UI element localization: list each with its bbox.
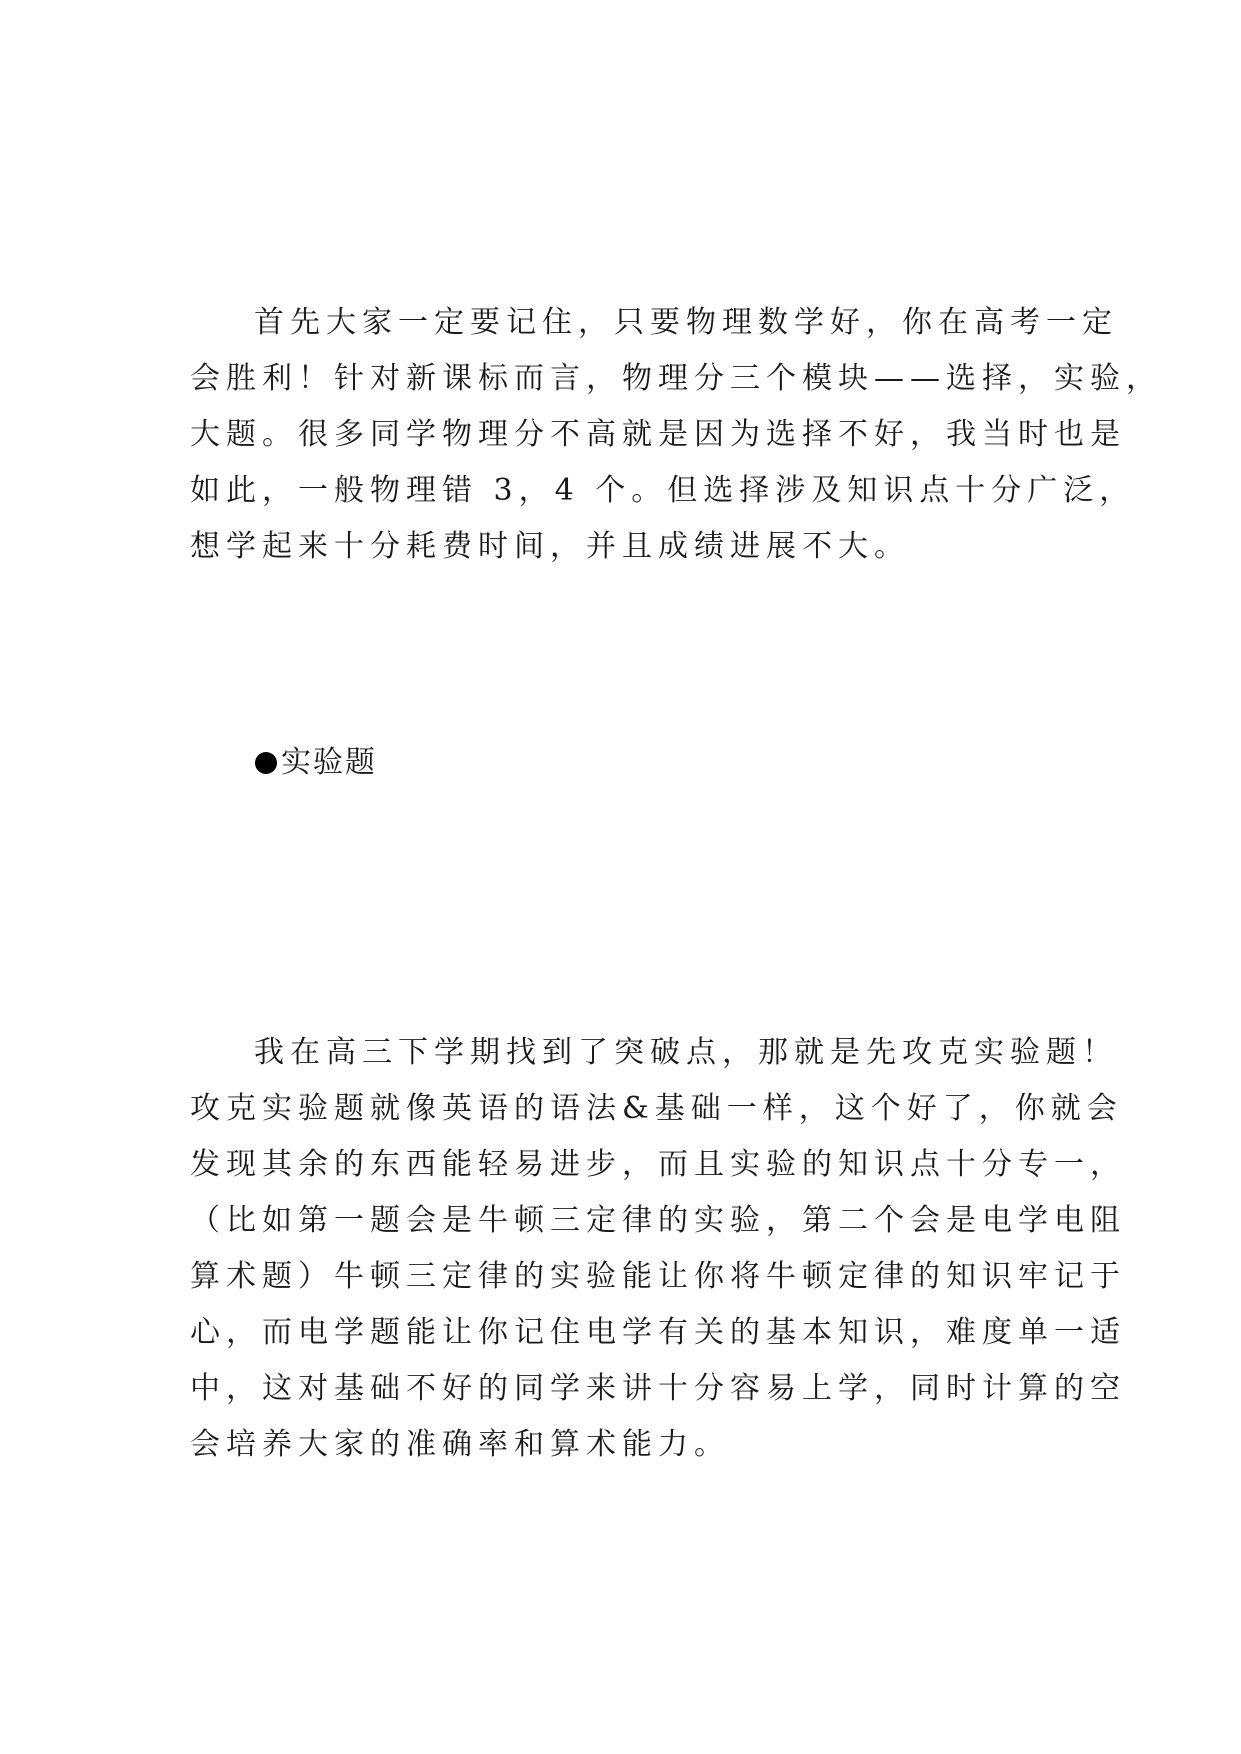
paragraph-line: 发现其余的东西能轻易进步，而且实验的知识点十分专一，	[190, 1147, 1126, 1182]
paragraph-line: 算术题）牛顿三定律的实验能让你将牛顿定律的知识牢记于	[190, 1259, 1126, 1294]
paragraph-line: 会培养大家的准确率和算术能力。	[190, 1427, 730, 1462]
paragraph-line: （比如第一题会是牛顿三定律的实验，第二个会是电学电阻	[190, 1203, 1126, 1238]
paragraph-line: 想学起来十分耗费时间，并且成绩进展不大。	[190, 529, 910, 564]
paragraph-line: 中，这对基础不好的同学来讲十分容易上学，同时计算的空	[190, 1371, 1126, 1406]
paragraph-line: 会胜利！针对新课标而言，物理分三个模块——选择，实验，	[190, 361, 1162, 396]
paragraph-line: 大题。很多同学物理分不高就是因为选择不好，我当时也是	[190, 417, 1126, 452]
paragraph-line: 首先大家一定要记住，只要物理数学好，你在高考一定	[254, 305, 1118, 340]
section-heading	[255, 745, 377, 780]
paragraph-line: 攻克实验题就像英语的语法&基础一样，这个好了，你就会	[190, 1091, 1123, 1126]
paragraph-line: 心，而电学题能让你记住电学有关的基本知识，难度单一适	[190, 1315, 1126, 1350]
paragraph-line: 我在高三下学期找到了突破点，那就是先攻克实验题！	[254, 1035, 1118, 1070]
section-heading-label: 实验题	[281, 745, 377, 780]
bullet-icon	[255, 752, 277, 774]
paragraph-line: 如此，一般物理错 3，4 个。但选择涉及知识点十分广泛，	[190, 473, 1136, 508]
